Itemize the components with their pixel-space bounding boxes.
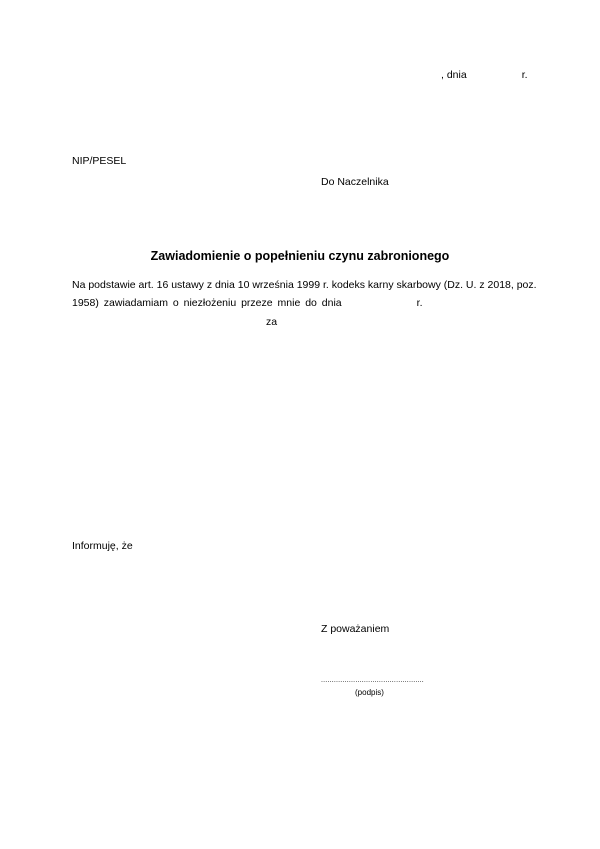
date-year-suffix: r. [521,69,528,81]
recipient-label: Do Naczelnika [321,176,389,188]
paragraph-line-2 [72,297,528,310]
closing-salutation: Z poważaniem [321,623,390,635]
paragraph-line-1: Na podstawie art. 16 ustawy z dnia 10 września 1999 r. kodeks karny skarbowy (Dz. U. z 2018, poz. [72,279,537,291]
paragraph-line-2-suffix: r. [416,297,423,309]
paragraph-za: za [266,316,278,328]
date-line [441,69,528,82]
paragraph-line-2-text: 1958) zawiadamiam o niezłożeniu przeze mnie do dnia [72,297,342,309]
document-title: Zawiadomienie o popełnieniu czynu zabronionego [150,249,450,263]
inform-label: Informuję, że [72,540,133,552]
nip-pesel-label: NIP/PESEL [72,155,127,167]
signature-line: ................................................ [321,677,424,684]
signature-caption: (podpis) [355,688,384,697]
date-label: , dnia [441,69,467,81]
